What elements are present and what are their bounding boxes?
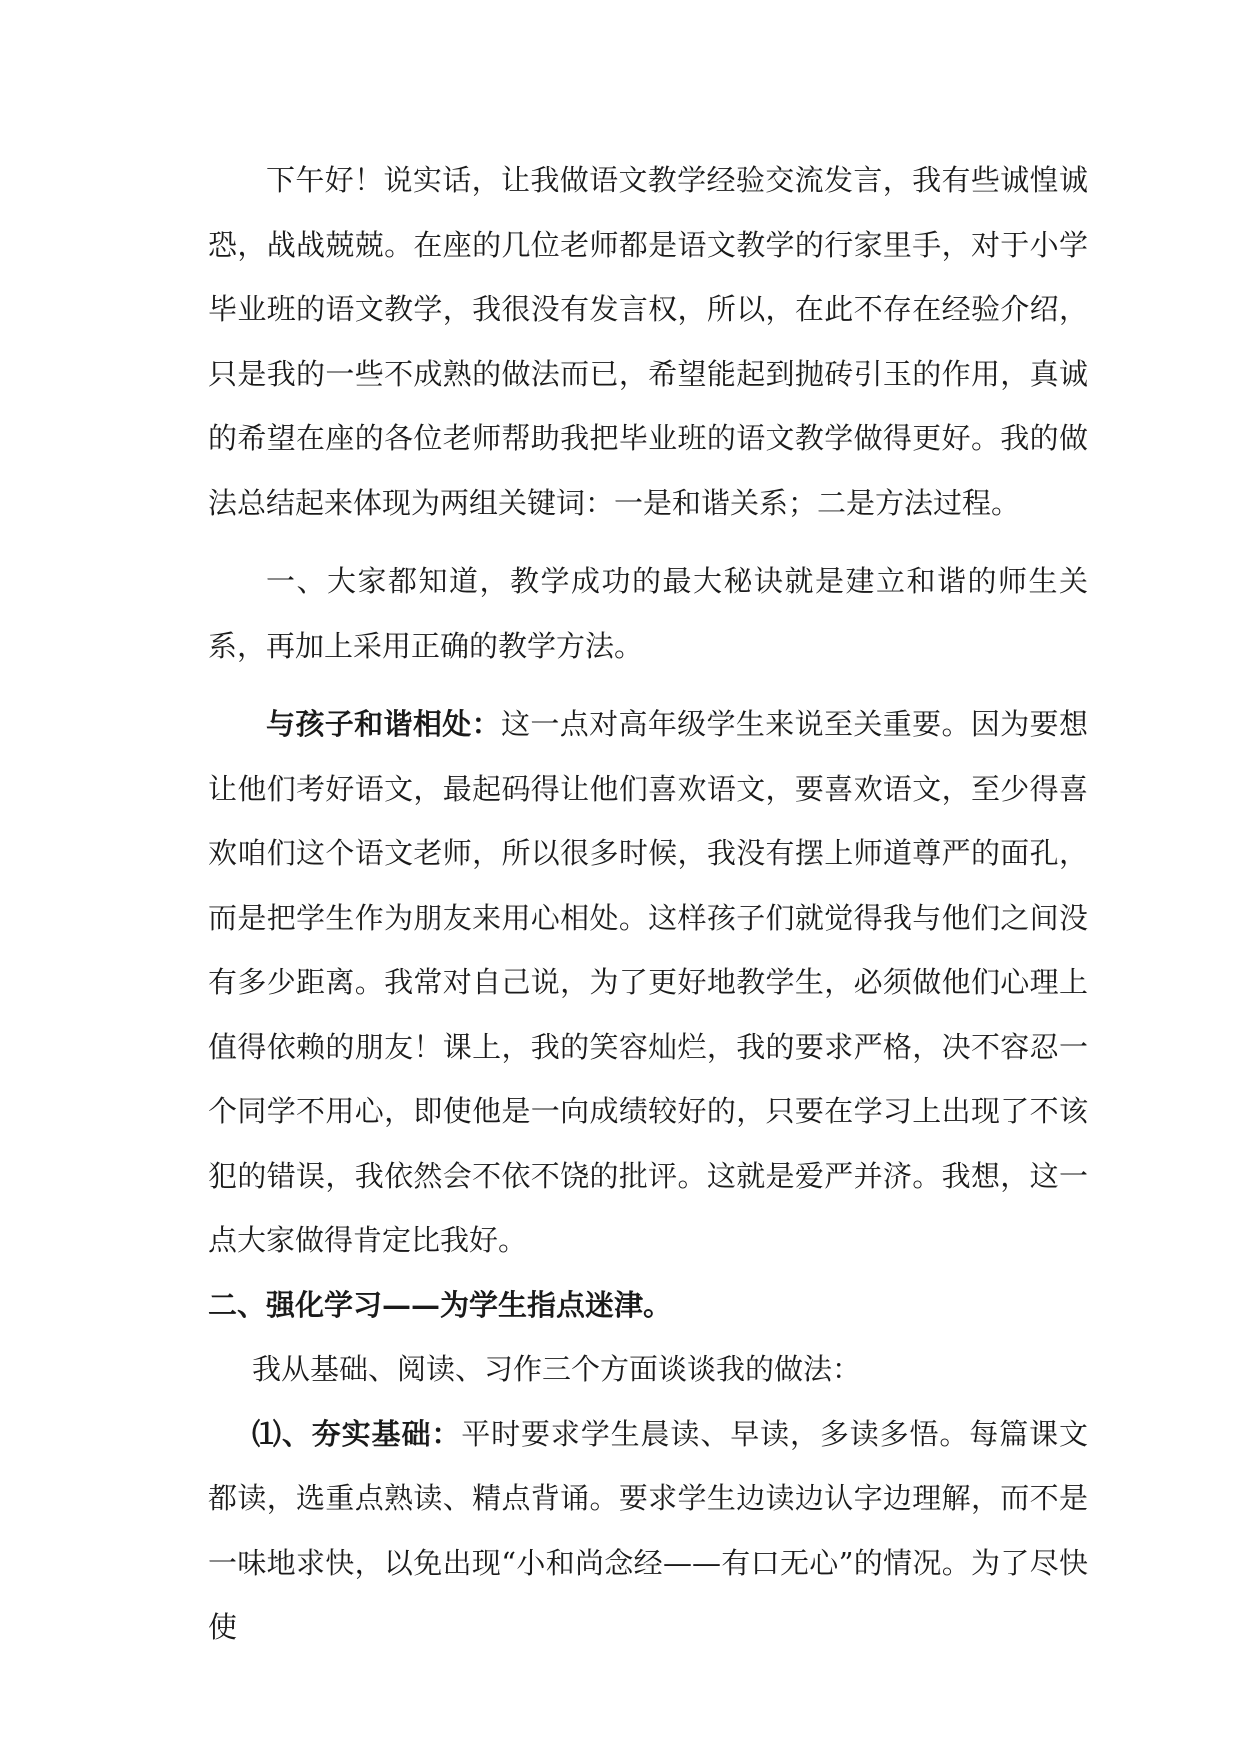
- paragraph-section-one: 一、大家都知道，教学成功的最大秘诀就是建立和谐的师生关系，再加上采用正确的教学方法。: [208, 564, 1088, 663]
- paragraph-foundation-lead: ⑴、夯实基础：: [252, 1416, 462, 1451]
- paragraph-harmony-body: 这一点对高年级学生来说至关重要。因为要想让他们考好语文，最起码得让他们喜欢语文，要喜欢语文，至少得喜欢咱们这个语文老师，所以很多时候，我没有摆上师道尊严的面孔，而是把学生作为朋友来用心相处。这样孩子们就觉得我与他们之间没有多少距离。我常对自己说，为了更好地教学生，必须做他们心理上值得依赖的朋友！课上，我的笑容灿烂，我的要求严格，决不容忍一个同学不用心，即使他是一向成绩较好的，只要在学习上出现了不该犯的错误，我依然会不依不饶的批评。这就是爱严并济。我想，这一点大家做得肯定比我好。: [208, 707, 1088, 1257]
- paragraph-harmony: [208, 692, 1088, 1273]
- paragraph-foundation-body: 平时要求学生晨读、早读，多读多悟。每篇课文都读，选重点熟读、精点背诵。要求学生边读边认字边理解，而不是一味地求快，以免出现“小和尚念经——有口无心”的情况。为了尽快使: [208, 1416, 1088, 1644]
- paragraph-harmony-lead: 与孩子和谐相处：: [266, 707, 501, 741]
- paragraph-greeting: 下午好！说实话，让我做语文教学经验交流发言，我有些诚惶诚恐，战战兢兢。在座的几位老师都是语文教学的行家里手，对于小学毕业班的语文教学，我很没有发言权，所以，在此不存在经验介绍，只是我的一些不成熟的做法而已，希望能起到抛砖引玉的作用，真诚的希望在座的各位老师帮助我把毕业班的语文教学做得更好。我的做法总结起来体现为两组关键词：一是和谐关系；二是方法过程。: [208, 163, 1088, 520]
- section-two-heading: 二、强化学习——为学生指点迷津。: [208, 1287, 673, 1322]
- paragraph-three-aspects: 我从基础、阅读、习作三个方面谈谈我的做法：: [252, 1352, 862, 1386]
- paragraph-foundation: [208, 1402, 1088, 1660]
- document-body: [208, 148, 1088, 1660]
